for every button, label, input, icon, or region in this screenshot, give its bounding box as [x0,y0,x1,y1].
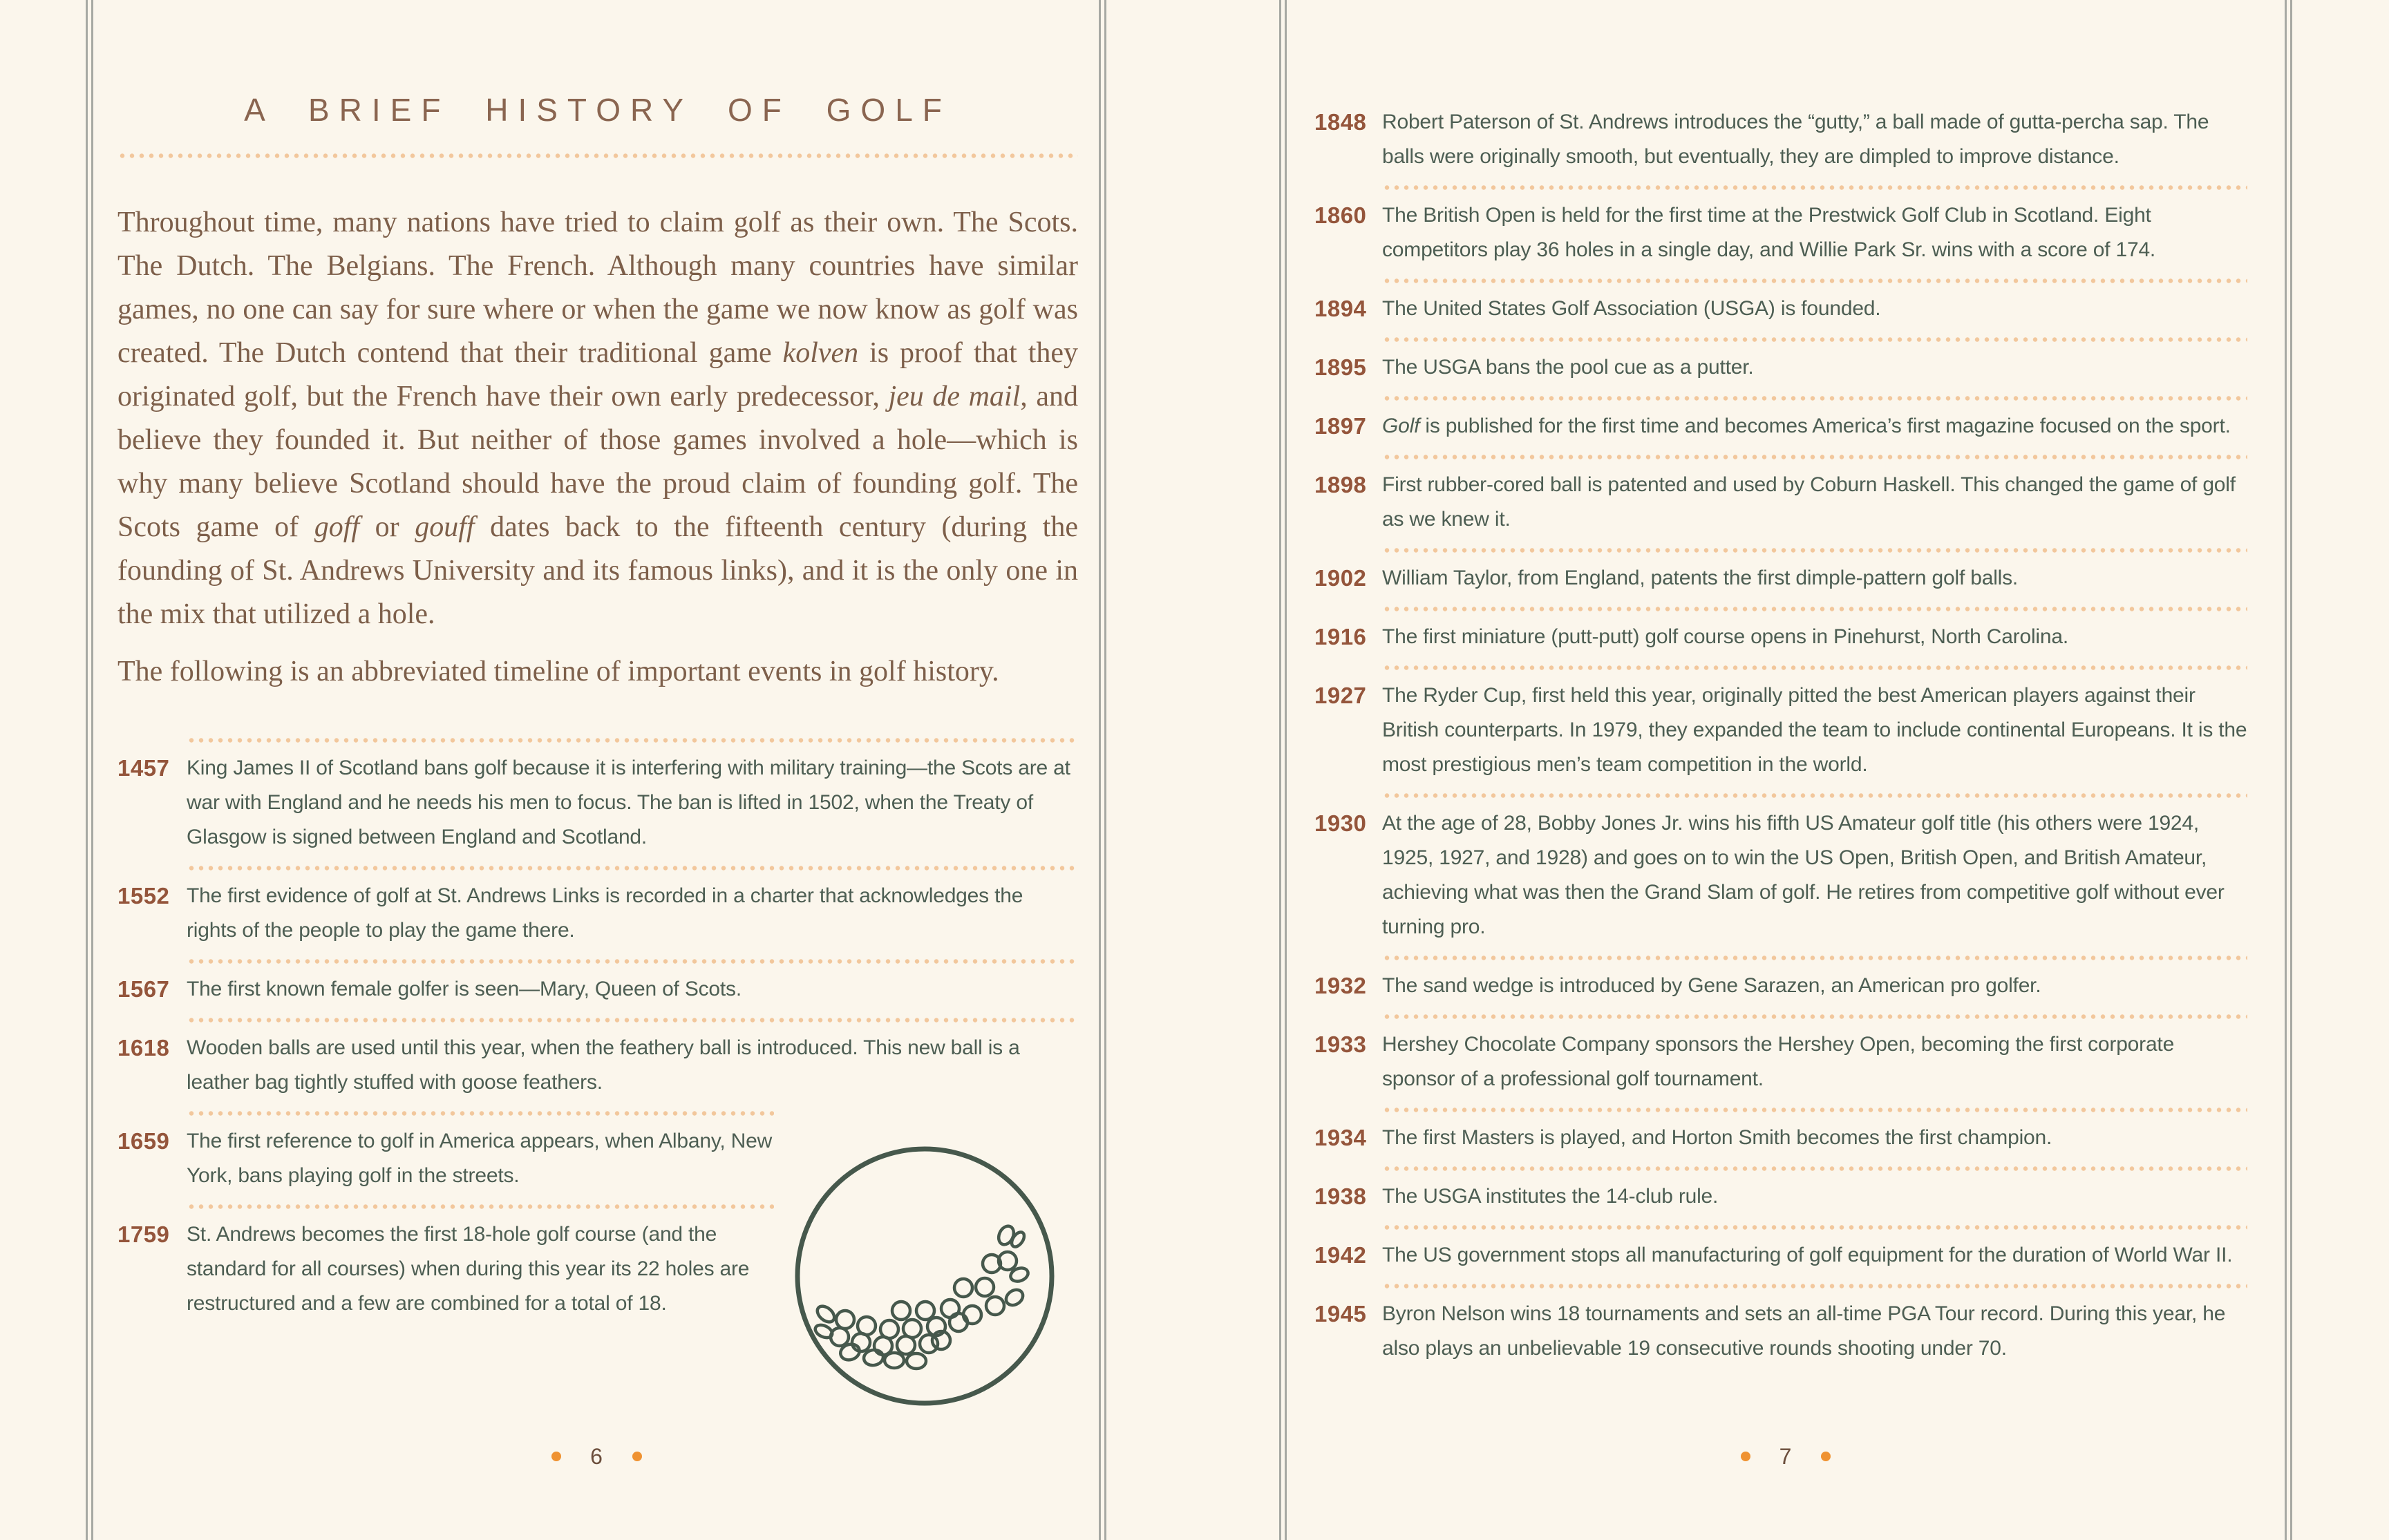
dotted-separator [1382,956,2247,960]
timeline-year: 1927 [1314,683,1367,708]
timeline-text: The first reference to golf in America appears, when Albany, New York, bans playing golf in the streets. [187,1130,773,1187]
dotted-separator [1382,1166,2247,1171]
page-number: 6 [590,1443,603,1469]
timeline-year: 1933 [1314,1032,1367,1057]
timeline-year: 1942 [1314,1242,1367,1268]
dotted-separator [187,866,1078,871]
timeline-entry [1314,283,2247,337]
timeline-text: Hershey Chocolate Company sponsors the Hershey Open, becoming the first corporate sponsor of a professional golf tournament. [1382,1033,2175,1090]
timeline-text: King James II of Scotland bans golf because it is interfering with military training—the Scots are at war with England and he needs his men to focus. The ban is lifted in 1502, when the Treaty of Glasgow is signed between England and Scotland. [187,757,1070,848]
timeline-year: 1552 [117,883,170,909]
timeline-text: The US government stops all manufacturing of golf equipment for the duration of World War II. [1382,1244,2233,1266]
timeline-year: 1848 [1314,109,1367,135]
timeline-entry [1314,97,2247,185]
dotted-separator [187,1018,1078,1023]
timeline-text: Byron Nelson wins 18 tournaments and sets an all-time PGA Tour record. During this year, he also plays an unbelievable 19 consecutive rounds shooting under 70. [1382,1302,2226,1360]
dotted-separator [1382,1225,2247,1230]
timeline-text: At the age of 28, Bobby Jones Jr. wins his fifth US Amateur golf title (his others were 1924, 1925, 1927, and 1928) and goes on to win the US Open, British Open, and British Amateur, achieving what was then the Grand Slam of golf. He retires from competitive golf without ever turning pro. [1382,812,2225,938]
timeline-entry [1314,1230,2247,1284]
dotted-separator [187,1111,774,1116]
dotted-separator [1382,337,2247,342]
timeline-entry [1314,1112,2247,1166]
timeline-text: The United States Golf Association (USGA) is founded. [1382,297,1881,320]
dotted-separator [1382,185,2247,190]
timeline-text: The USGA institutes the 14-club rule. [1382,1185,1719,1208]
timeline-entry [1314,1289,2247,1377]
dotted-separator [1382,665,2247,670]
dotted-separator [1382,1108,2247,1112]
dotted-rule [117,153,1078,158]
folio-dot [1741,1452,1750,1461]
timeline-text: Robert Paterson of St. Andrews introduces the “gutty,” a ball made of gutta-percha sap. The balls were originally smooth, but eventually, they are dimpled to improve distance. [1382,111,2209,168]
folio-dot [551,1452,561,1461]
timeline-year: 1897 [1314,413,1367,439]
dotted-separator [1382,607,2247,611]
timeline-entry [117,871,1078,959]
timeline-text: St. Andrews becomes the first 18-hole golf course (and the standard for all courses) when during this year its 22 holes are restructured and a few are combined for a total of 18. [187,1223,750,1315]
timeline-right [1314,97,2247,1377]
timeline-year: 1759 [117,1221,170,1247]
timeline-year: 1894 [1314,296,1367,321]
timeline-entry [1314,1171,2247,1225]
timeline-entry [1314,459,2247,548]
timeline-text: First rubber-cored ball is patented and used by Coburn Haskell. This changed the game of golf as we knew it. [1382,473,2236,531]
timeline-entry [117,1023,1078,1111]
left-page [117,0,1078,1332]
timeline-year: 1567 [117,976,170,1002]
timeline-text: The British Open is held for the first time at the Prestwick Golf Club in Scotland. Eight competitors play 36 holes in a single day, and Willie Park Sr. wins with a score of 174. [1382,204,2156,261]
timeline-entry [1314,401,2247,455]
folio-dot [632,1452,642,1461]
dotted-separator [1382,278,2247,283]
timeline-text: The first evidence of golf at St. Andrews Links is recorded in a charter that acknowledges the rights of the people to play the game there. [187,884,1023,942]
dotted-separator [187,1204,774,1209]
timeline-text: The sand wedge is introduced by Gene Sarazen, an American pro golfer. [1382,974,2041,997]
dotted-separator [1382,455,2247,459]
dotted-separator [1382,396,2247,401]
golf-ball-dimples [813,1224,1030,1369]
timeline-year: 1930 [1314,810,1367,836]
timeline-year: 1860 [1314,202,1367,228]
folio-left [90,1443,1104,1470]
timeline-entry [1314,798,2247,956]
timeline-year: 1457 [117,755,170,781]
timeline-entry [1314,190,2247,278]
timeline-year: 1916 [1314,624,1367,649]
timeline-entry [117,964,1078,1018]
timeline-text: William Taylor, from England, patents the first dimple-pattern golf balls. [1382,567,2019,589]
dotted-separator [187,738,1078,743]
timeline-year: 1945 [1314,1301,1367,1327]
timeline-entry [1314,611,2247,665]
page-edge-line [2285,0,2292,1540]
dotted-separator [1382,793,2247,798]
dotted-separator [1382,1014,2247,1019]
page-number: 7 [1779,1443,1793,1469]
timeline-year: 1898 [1314,472,1367,497]
page-edge-line [86,0,93,1540]
folio-dot [1821,1452,1831,1461]
timeline-year: 1938 [1314,1183,1367,1209]
folio-right [1279,1443,2292,1470]
timeline-year: 1932 [1314,973,1367,998]
dotted-separator [1382,548,2247,553]
timeline-text: Golf is published for the first time and becomes America’s first magazine focused on the sport. [1382,415,2231,437]
timeline-entry [1314,670,2247,793]
golf-ball-illustration [786,1138,1063,1414]
timeline-entry [1314,553,2247,607]
timeline-year: 1934 [1314,1125,1367,1150]
right-page [1314,0,2247,1377]
page-title: A BRIEF HISTORY OF GOLF [244,92,952,128]
timeline-lead-in: The following is an abbreviated timeline of important events in golf history. [117,656,999,687]
dotted-separator [187,959,1078,964]
timeline-entry [1314,960,2247,1014]
timeline-entry [117,743,1078,866]
timeline-text: The first miniature (putt-putt) golf course opens in Pinehurst, North Carolina. [1382,625,2068,648]
timeline-text: The first known female golfer is seen—Mary, Queen of Scots. [187,978,742,1000]
page-edge-line [1279,0,1287,1540]
timeline-year: 1895 [1314,354,1367,380]
timeline-year: 1902 [1314,565,1367,591]
timeline-entry [1314,342,2247,396]
timeline-text: Wooden balls are used until this year, when the feathery ball is introduced. This new ball is a leather bag tightly stuffed with goose feathers. [187,1036,1020,1094]
page-edge-line [1099,0,1106,1540]
timeline-text: The first Masters is played, and Horton Smith becomes the first champion. [1382,1126,2052,1149]
timeline-year: 1618 [117,1035,170,1061]
timeline-text: The USGA bans the pool cue as a putter. [1382,356,1754,379]
intro-paragraph: Throughout time, many nations have tried to claim golf as their own. The Scots. The Dutch. The Belgians. The French. Although many countries have similar games, no one can say for sure where or when the game we now know as golf was created. The Dutch contend that their traditional game kolven is proof that they originated golf, but the French have their own early predecessor, jeu de mail, and believe they founded it. But neither of those games involved a hole—which is why many believe Scotland should have the proud claim of founding golf. The Scots game of goff or gouff dates back to the fifteenth century (during the founding of St. Andrews University and its famous links), and it is the only one in the mix that utilized a hole. [117,207,1079,630]
timeline-text: The Ryder Cup, first held this year, originally pitted the best American players against their British counterparts. In 1979, they expanded the team to include continental Europeans. It is the most prestigious men’s team competition in the world. [1382,684,2247,776]
dotted-separator [1382,1284,2247,1289]
timeline-entry [1314,1019,2247,1108]
timeline-year: 1659 [117,1128,170,1154]
